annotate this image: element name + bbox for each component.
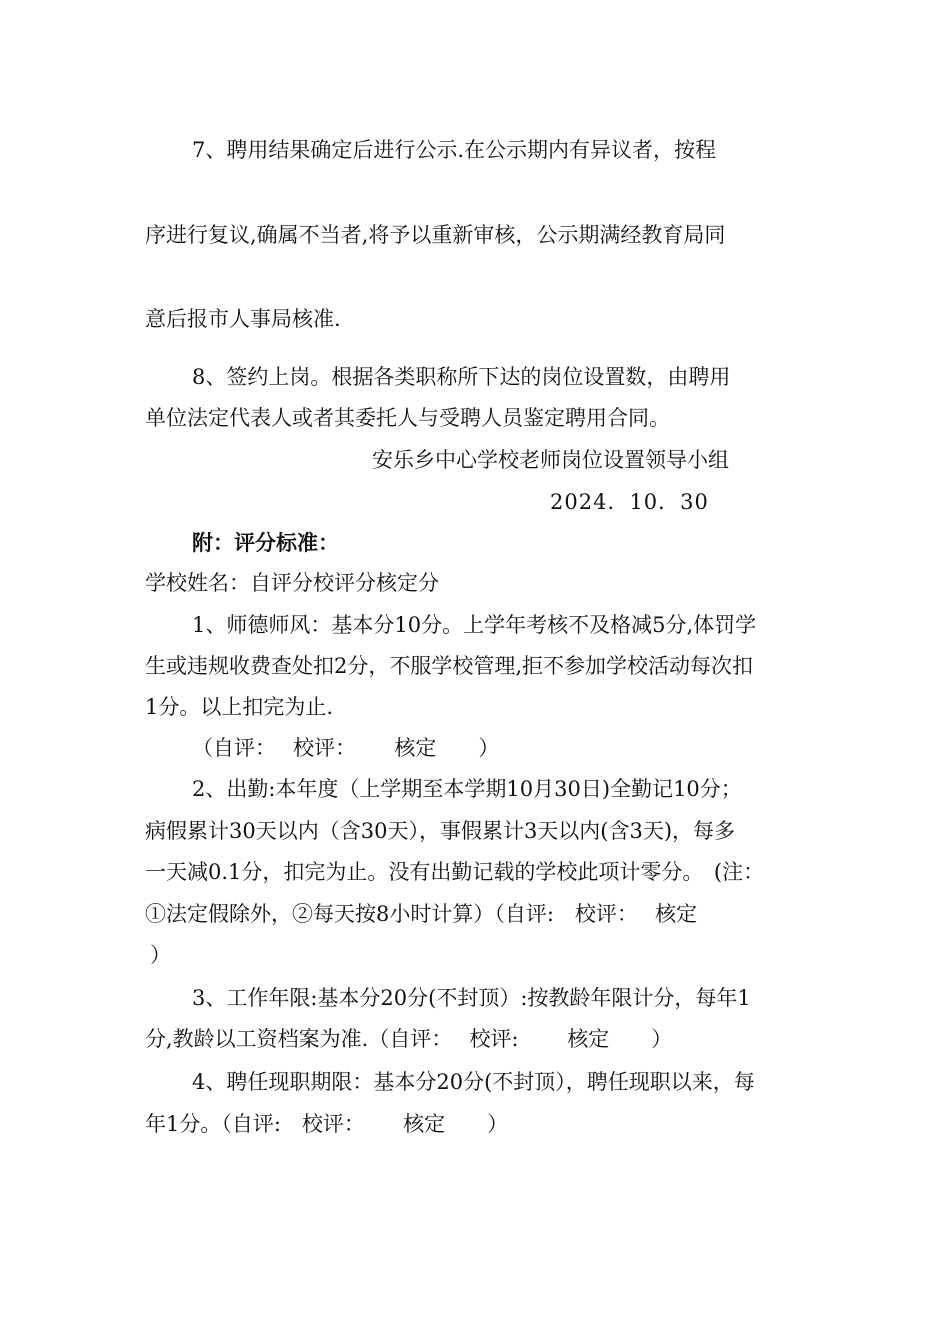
criterion-4-line-1: 4、聘任现职期限：基本分20分(不封顶），聘任现职以来，每 — [192, 1070, 755, 1094]
criterion-2-line-3: 一天减0.1分，扣完为止。没有出勤记载的学校此项计零分。 (注： — [145, 860, 765, 884]
criterion-2-line-4: ①法定假除外，②每天按8小时计算）（自评: 校评： 核定 — [145, 902, 698, 926]
paragraph-8-line-1: 8、签约上岗。根据各类职称所下达的岗位设置数，由聘用 — [192, 365, 731, 389]
criterion-1-line-1: 1、师德师风：基本分10分。上学年考核不及格减5分,体罚学 — [192, 613, 757, 637]
criterion-1-line-2: 生或违规收费查处扣2分，不服学校管理,拒不参加学校活动每次扣 — [145, 654, 754, 678]
paragraph-7-line-3: 意后报市人事局核准. — [145, 307, 341, 331]
signature-date: 2024．10．30 — [550, 490, 709, 514]
appendix-title: 附：评分标准： — [192, 530, 339, 555]
criterion-2-line-1: 2、出勤:本年度（上学期至本学期10月30日)全勤记10分； — [192, 777, 742, 801]
score-header-row: 学校姓名：自评分校评分核定分 — [145, 571, 439, 595]
criterion-3-line-1: 3、工作年限:基本分20分(不封顶）:按教龄年限计分，每年1 — [192, 986, 751, 1010]
criterion-1-score-row: （自评： 校评： 核定 ） — [192, 736, 500, 760]
criterion-2-line-2: 病假累计30天以内（含30天），事假累计3天以内(含3天)，每多 — [145, 819, 736, 843]
criterion-1-line-3: 1分。以上扣完为止. — [145, 695, 334, 719]
criterion-2-line-5: ） — [150, 943, 171, 967]
paragraph-7-line-1: 7、聘用结果确定后进行公示.在公示期内有异议者，按程 — [192, 138, 717, 162]
criterion-3-line-2: 分,教龄以工资档案为准.（自评： 校评: 核定 ） — [145, 1027, 673, 1051]
paragraph-7-line-2: 序进行复议,确属不当者,将予以重新审核，公示期满经教育局同 — [145, 223, 726, 247]
criterion-4-line-2: 年1分。（自评: 校评： 核定 ） — [145, 1112, 509, 1136]
paragraph-8-line-2: 单位法定代表人或者其委托人与受聘人员鉴定聘用合同。 — [145, 406, 670, 430]
signature-line: 安乐乡中心学校老师岗位设置领导小组 — [372, 448, 729, 472]
